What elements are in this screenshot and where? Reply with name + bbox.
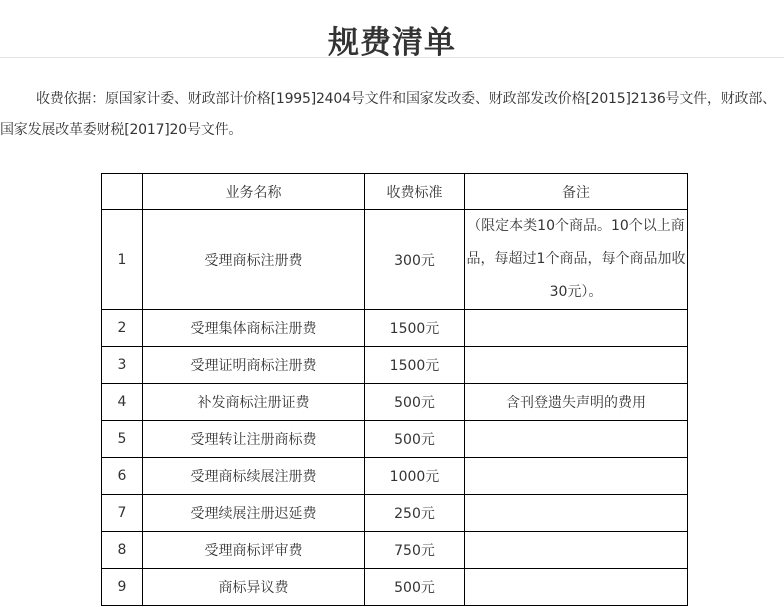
header-index: [102, 174, 143, 210]
fee-amount: 300元: [365, 210, 465, 310]
fee-amount: 500元: [365, 384, 465, 421]
row-index: 3: [102, 347, 143, 384]
service-name: 补发商标注册证费: [143, 384, 365, 421]
table-row: [102, 421, 688, 458]
row-index: 9: [102, 569, 143, 606]
page-title: 规费清单: [328, 24, 456, 61]
fee-basis-paragraph: 收费依据：原国家计委、财政部计价格[1995]2404号文件和国家发改委、财政部发改价格[2015]2136号文件，财政部、国家发展改革委财税[2017]20号文件。: [0, 91, 776, 138]
table-row: [102, 495, 688, 532]
table-header-row: [102, 174, 688, 210]
fee-amount: 1500元: [365, 347, 465, 384]
row-index: 2: [102, 310, 143, 347]
remark: 含刊登遗失声明的费用: [465, 384, 688, 421]
fee-amount: 1500元: [365, 310, 465, 347]
fee-amount: 250元: [365, 495, 465, 532]
header-remark: 备注: [465, 174, 688, 210]
row-index: 4: [102, 384, 143, 421]
service-name: 商标异议费: [143, 569, 365, 606]
table-row: [102, 458, 688, 495]
row-index: 6: [102, 458, 143, 495]
row-index: 8: [102, 532, 143, 569]
table-row: [102, 532, 688, 569]
fee-table: [101, 173, 688, 606]
service-name: 受理集体商标注册费: [143, 310, 365, 347]
fee-amount: 1000元: [365, 458, 465, 495]
table-row: [102, 310, 688, 347]
remark: [465, 458, 688, 495]
remark: [465, 347, 688, 384]
service-name: 受理商标续展注册费: [143, 458, 365, 495]
remark: [465, 532, 688, 569]
row-index: 7: [102, 495, 143, 532]
service-name: 受理续展注册迟延费: [143, 495, 365, 532]
fee-amount: 500元: [365, 569, 465, 606]
remark: [465, 495, 688, 532]
table-row: [102, 347, 688, 384]
table-row: [102, 569, 688, 606]
remark: （限定本类10个商品。10个以上商品，每超过1个商品，每个商品加收30元）。: [465, 210, 688, 310]
header-fee-standard: 收费标准: [365, 174, 465, 210]
service-name: 受理证明商标注册费: [143, 347, 365, 384]
service-name: 受理转让注册商标费: [143, 421, 365, 458]
title-divider: [0, 57, 784, 58]
fee-amount: 750元: [365, 532, 465, 569]
remark: [465, 310, 688, 347]
header-service-name: 业务名称: [143, 174, 365, 210]
table-row: [102, 210, 688, 310]
remark: [465, 569, 688, 606]
row-index: 5: [102, 421, 143, 458]
table-row: [102, 384, 688, 421]
row-index: 1: [102, 210, 143, 310]
service-name: 受理商标评审费: [143, 532, 365, 569]
fee-amount: 500元: [365, 421, 465, 458]
remark: [465, 421, 688, 458]
service-name: 受理商标注册费: [143, 210, 365, 310]
